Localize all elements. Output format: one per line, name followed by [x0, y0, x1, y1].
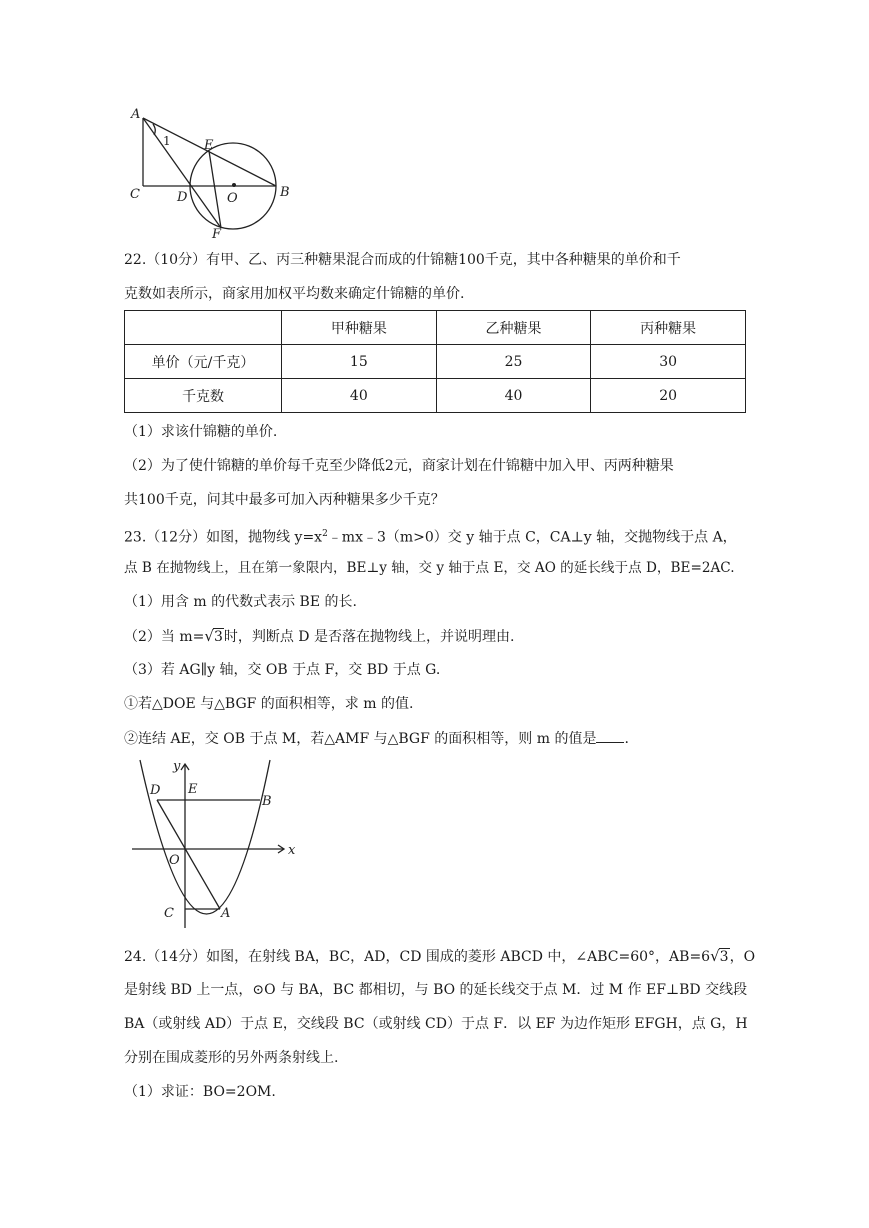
sqrt-sign: √ [204, 627, 214, 645]
table-row [125, 345, 746, 379]
q22-line-2: 克数如表所示，商家用加权平均数来确定什锦糖的单价. [124, 286, 465, 302]
q23-line-2: 点 B 在抛物线上，且在第一象限内，BE⊥y 轴，交 y 轴于点 E，交 AO 的延长线于点 D，BE=2AC. [124, 560, 735, 576]
q23-item-2 [124, 728, 629, 749]
q23-sub-1: （1）用含 m 的代数式表示 BE 的长. [124, 594, 357, 610]
label-angle-1: 1 [163, 134, 171, 148]
q23-item-2-b: . [624, 731, 629, 747]
q22-sub-2-line-1: （2）为了使什锦糖的单价每千克至少降低2元，商家计划在什锦糖中加入甲、丙两种糖果 [124, 458, 674, 474]
candy-table [124, 310, 746, 413]
q22-line-1: 22.（10分）有甲、乙、丙三种糖果混合而成的什锦糖100千克，其中各种糖果的单价和千 [124, 252, 681, 268]
q23-sub-2-b: 时，判断点 D 是否落在抛物线上，并说明理由. [223, 629, 515, 645]
label-O: O [227, 191, 238, 206]
q23-sub-2 [124, 626, 514, 647]
table-header-cell: 乙种糖果 [436, 311, 591, 345]
label-O: O [169, 853, 180, 868]
table-cell: 15 [282, 345, 437, 379]
label-x: x [288, 843, 296, 858]
table-cell: 单价（元/千克） [125, 345, 282, 379]
label-F: F [212, 227, 222, 240]
table-row [125, 379, 746, 413]
table-cell: 25 [436, 345, 591, 379]
label-C: C [130, 187, 140, 202]
q23-sub-3: （3）若 AG∥y 轴，交 OB 于点 F，交 BD 于点 G. [124, 662, 441, 678]
table-cell: 40 [436, 379, 591, 413]
geometry-figure-triangle-circle [124, 100, 304, 240]
q22-sub-1: （1）求该什锦糖的单价. [124, 424, 278, 440]
table-cell: 40 [282, 379, 437, 413]
q24-line-2: 是射线 BD 上一点，⊙O 与 BA，BC 都相切，与 BO 的延长线交于点 M．过 M 作 EF⊥BD 交线段 [124, 982, 748, 998]
label-B: B [280, 185, 290, 200]
label-C: C [164, 906, 174, 921]
q23-line-1-b: ﹣mx﹣3（m>0）交 y 轴于点 C，CA⊥y 轴，交抛物线于点 A， [327, 529, 737, 546]
q24-radicand: 3 [719, 949, 729, 965]
parabola-figure [124, 756, 314, 936]
label-D: D [177, 190, 188, 205]
q24-line-1-b: ，O [729, 949, 756, 965]
q23-line-1 [124, 524, 737, 548]
q24-line-1-a: 24.（14分）如图，在射线 BA，BC，AD，CD 围成的菱形 ABCD 中，∠ABC=60°，AB=6 [124, 949, 711, 965]
q24-line-1 [124, 946, 755, 967]
label-y: y [173, 759, 181, 774]
q23-line-1-a: 23.（12分）如图，抛物线 y=x [124, 529, 323, 546]
label-E: E [204, 138, 214, 153]
q23-sub-2-a: （2）当 m= [124, 629, 205, 645]
q23-exponent: 2 [322, 529, 328, 539]
label-A: A [131, 107, 141, 122]
q24-sub-1: （1）求证：BO=2OM. [124, 1084, 276, 1100]
label-B: B [262, 794, 272, 809]
label-E: E [188, 782, 198, 797]
table-header-row [125, 311, 746, 345]
q23-item-1: ①若△DOE 与△BGF 的面积相等，求 m 的值. [124, 696, 414, 712]
q23-radicand: 3 [213, 629, 223, 645]
answer-blank [596, 728, 624, 743]
q22-sub-2-line-2: 共100千克，问其中最多可加入丙种糖果多少千克？ [124, 492, 445, 508]
table-header-cell [125, 311, 282, 345]
q24-line-4: 分别在围成菱形的另外两条射线上. [124, 1050, 339, 1066]
q24-line-3: BA（或射线 AD）于点 E，交线段 BC（或射线 CD）于点 F．以 EF 为边作矩形 EFGH，点 G，H [124, 1016, 748, 1032]
label-D: D [150, 783, 161, 798]
table-cell: 30 [591, 345, 746, 379]
sqrt-sign: √ [710, 947, 720, 965]
label-A: A [221, 906, 231, 921]
table-header-cell: 甲种糖果 [282, 311, 437, 345]
table-header-cell: 丙种糖果 [591, 311, 746, 345]
q23-item-2-a: ②连结 AE，交 OB 于点 M，若△AMF 与△BGF 的面积相等，则 m 的值是 [124, 731, 597, 747]
table-cell: 千克数 [125, 379, 282, 413]
table-cell: 20 [591, 379, 746, 413]
